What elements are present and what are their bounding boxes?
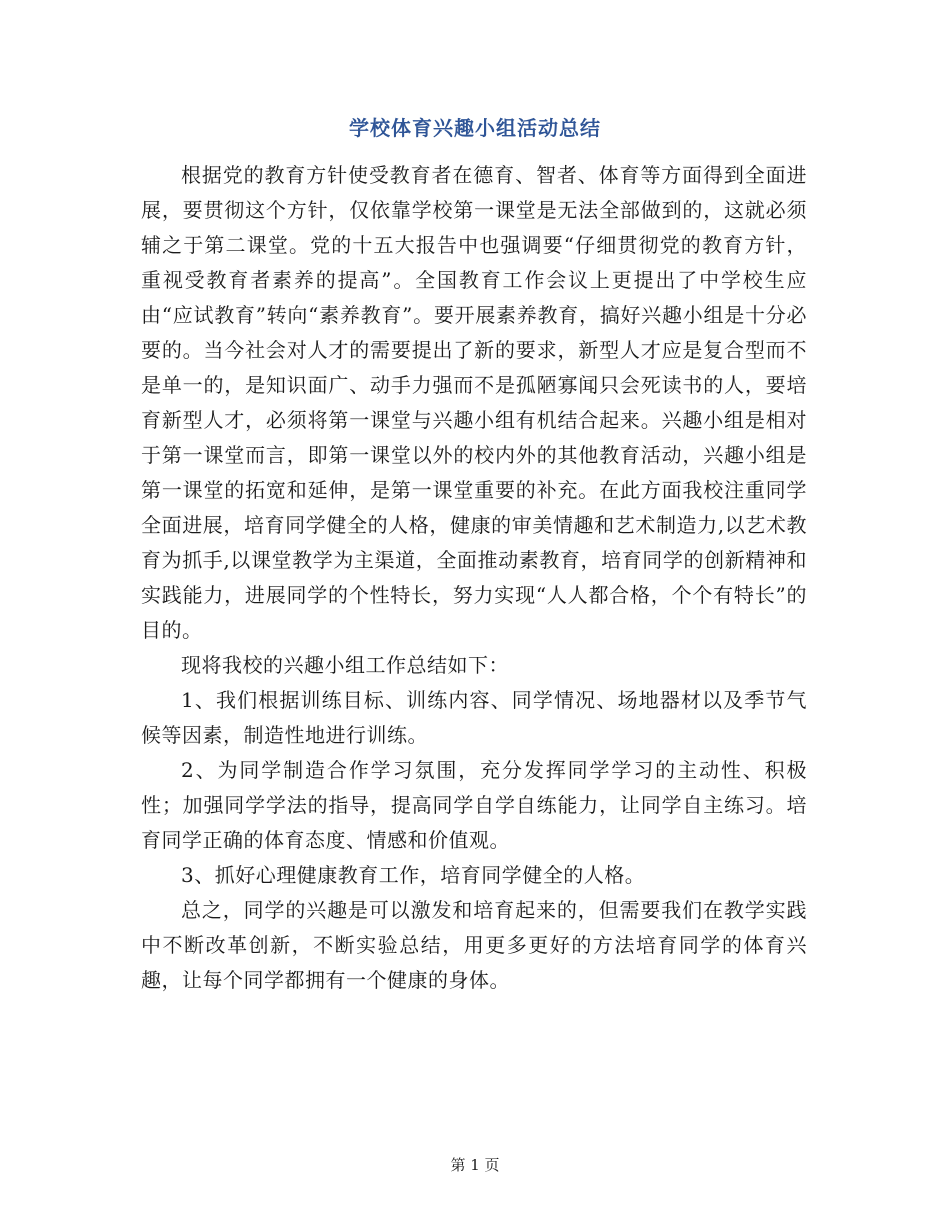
document-title: 学校体育兴趣小组活动总结 — [349, 116, 601, 140]
paragraph-item-1: 1、我们根据训练目标、训练内容、同学情况、场地器材以及季节气候等因素，制造性地进行训练。 — [141, 688, 807, 747]
paragraph-item-3: 3、抓好心理健康教育工作，培育同学健全的人格。 — [181, 863, 646, 887]
page-number: 第 1 页 — [450, 1156, 500, 1174]
paragraph-item-2: 2、为同学制造合作学习氛围，充分发挥同学学习的主动性、积极性；加强同学学法的指导，提高同学自学自练能力，让同学自主练习。培育同学正确的体育态度、情感和价值观。 — [141, 758, 807, 852]
paragraph-intro: 根据党的教育方针使受教育者在德育、智者、体育等方面得到全面进展，要贯彻这个方针，仅依靠学校第一课堂是无法全部做到的，这就必须辅之于第二课堂。党的十五大报告中也强调要“仔细贯彻党的教育方针，重视受教育者素养的提高”。全国教育工作会议上更提出了中学校生应由“应试教育”转向“素养教育”。要开展素养教育，搞好兴趣小组是十分必要的。当今社会对人才的需要提出了新的要求，新型人才应是复合型而不是单一的，是知识面广、动手力强而不是孤陋寡闻只会死读书的人，要培育新型人才，必须将第一课堂与兴趣小组有机结合起来。兴趣小组是相对于第一课堂而言，即第一课堂以外的校内外的其他教育活动，兴趣小组是第一课堂的拓宽和延伸，是第一课堂重要的补充。在此方面我校注重同学全面进展，培育同学健全的人格，健康的审美情趣和艺术制造力,以艺术教育为抓手,以课堂教学为主渠道，全面推动素教育，培育同学的创新精神和实践能力，进展同学的个性特长，努力实现“人人都合格，个个有特长”的目的。 — [141, 163, 807, 642]
paragraph-summary-lead: 现将我校的兴趣小组工作总结如下： — [181, 653, 509, 677]
document-body — [141, 158, 807, 998]
paragraph-conclusion: 总之，同学的兴趣是可以激发和培育起来的，但需要我们在教学实践中不断改革创新，不断实验总结，用更多更好的方法培育同学的体育兴趣，让每个同学都拥有一个健康的身体。 — [141, 898, 807, 992]
